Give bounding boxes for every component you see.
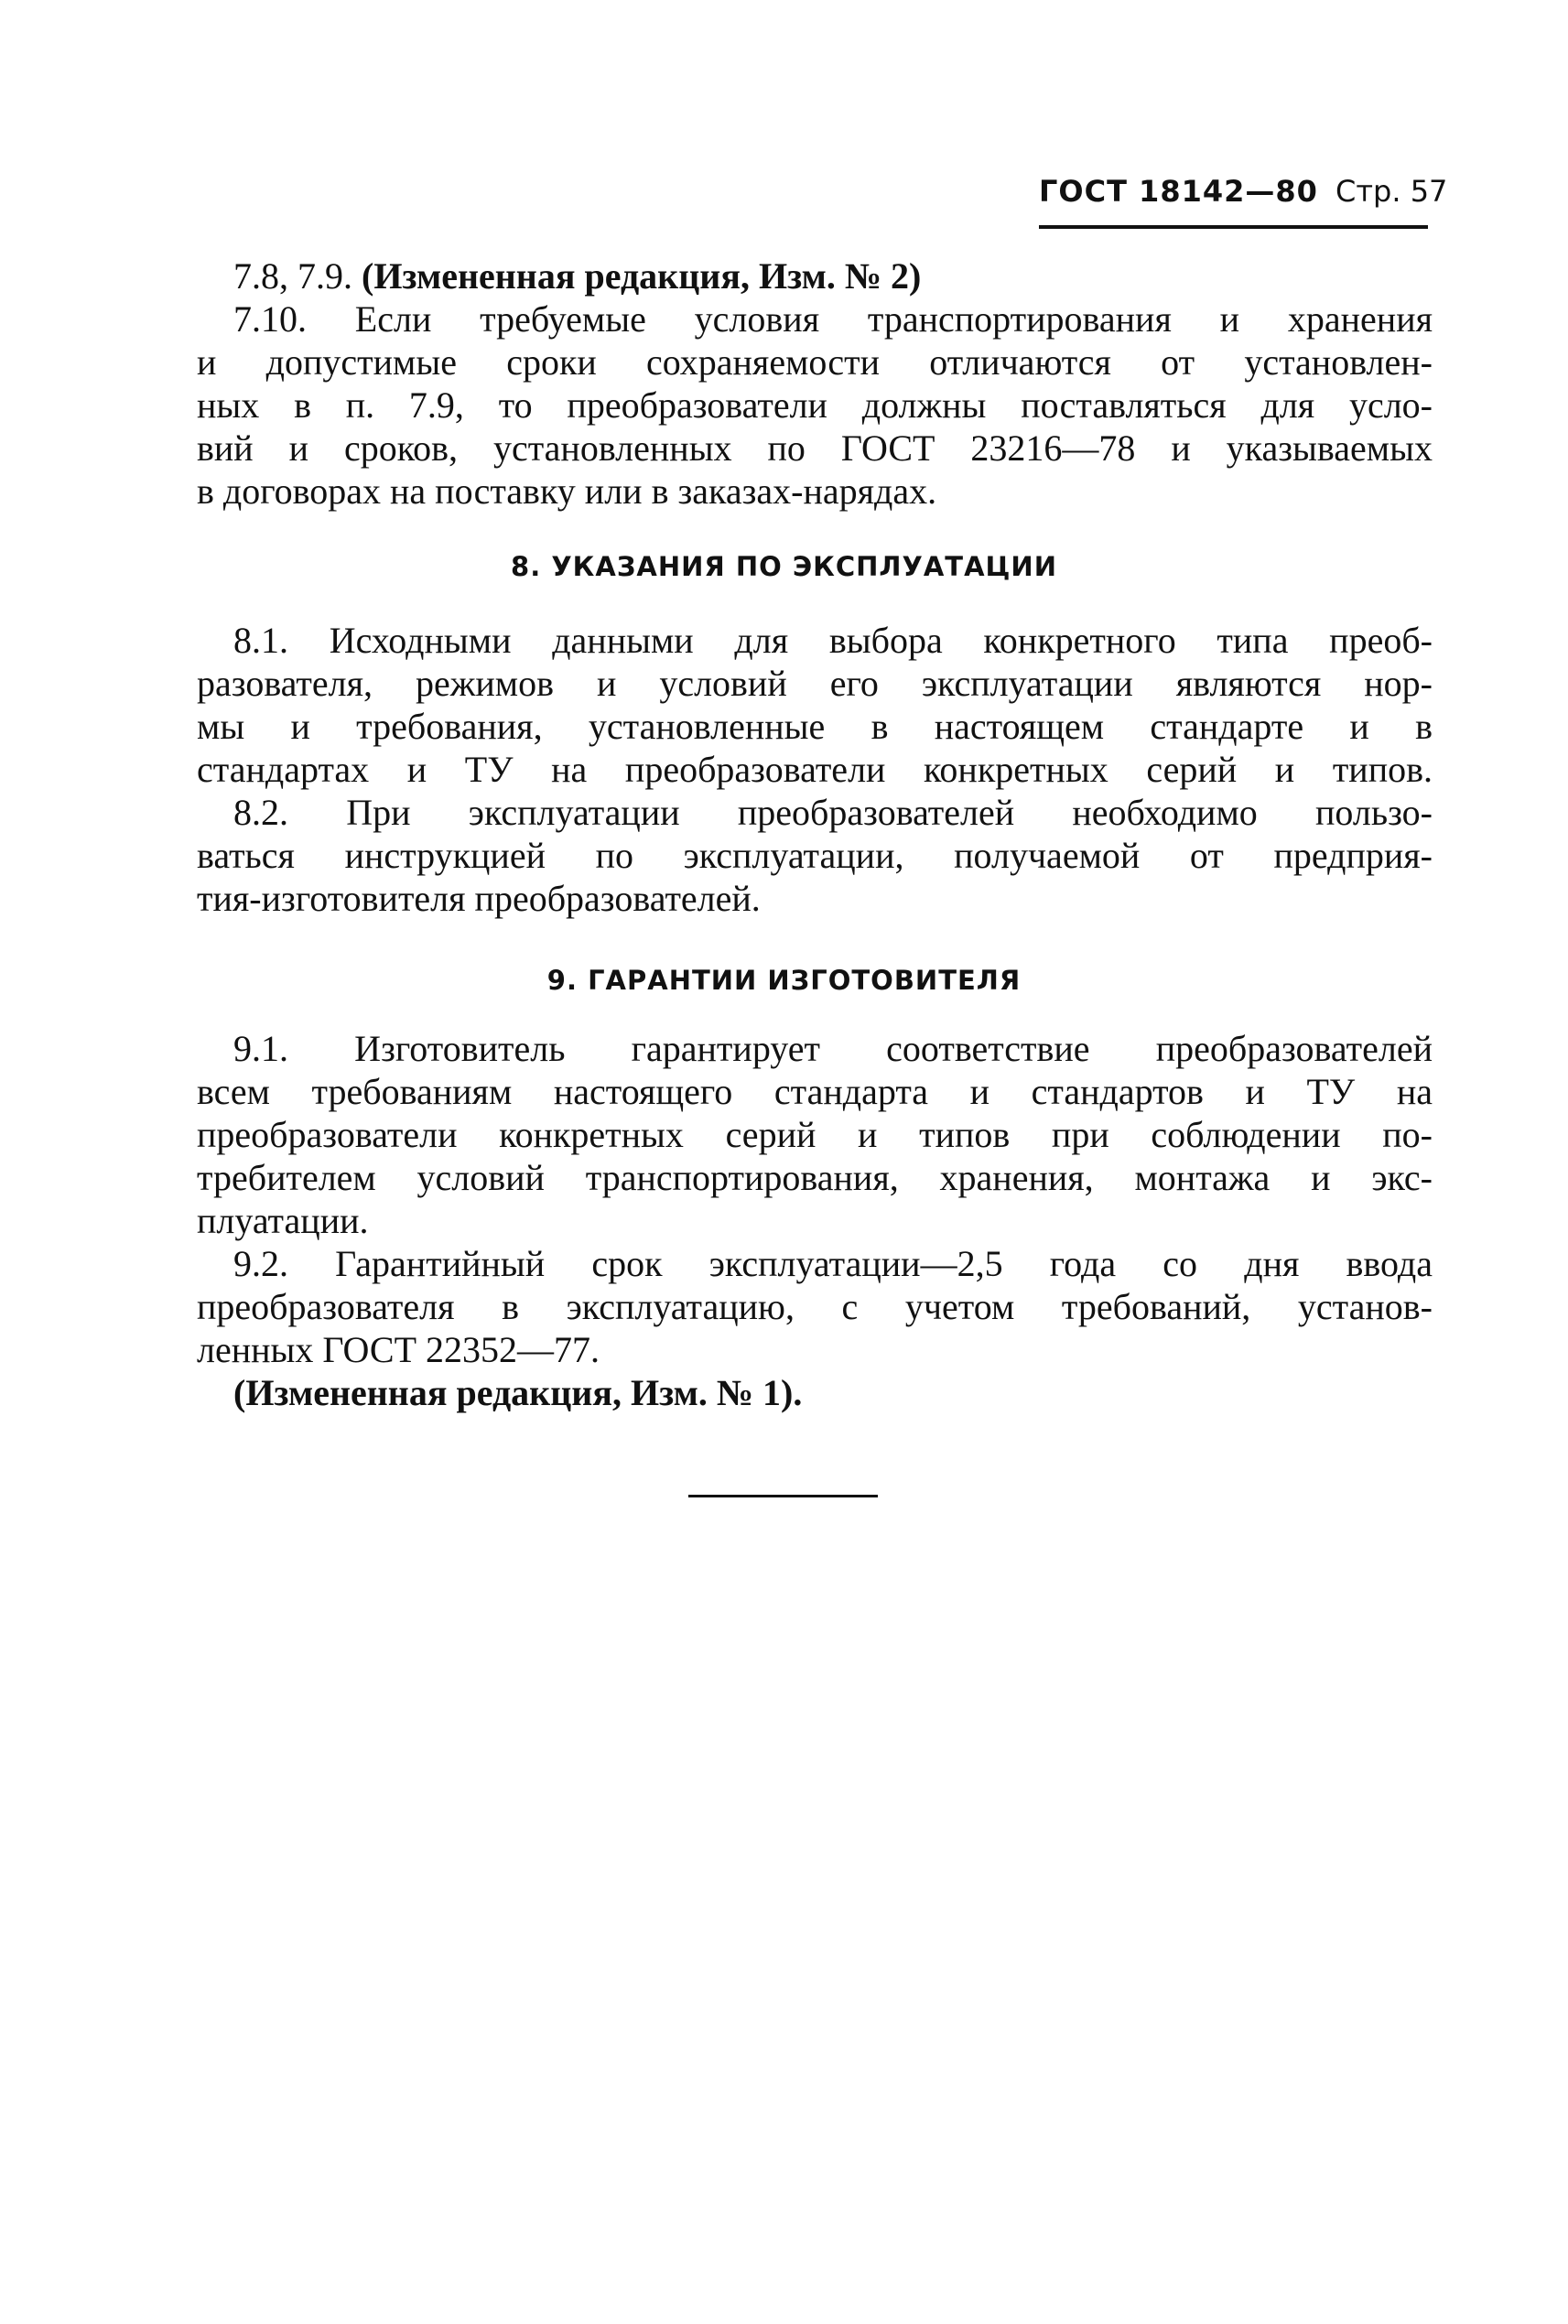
paragraph-line: 7.10. Если требуемые условия транспортирования и хранения (233, 298, 1433, 340)
paragraph-line: преобразователя в эксплуатацию, с учетом требований, установ- (197, 1286, 1433, 1327)
paragraph-line: плуатации. (197, 1200, 369, 1241)
paragraph-line: 8.2. При эксплуатации преобразователей необходимо пользо- (233, 792, 1433, 833)
paragraph-line: требителем условий транспортирования, хранения, монтажа и экс- (197, 1157, 1433, 1198)
paragraph-line: стандартах и ТУ на преобразователи конкретных серий и типов. (197, 749, 1433, 790)
paragraph-line: 8.1. Исходными данными для выбора конкретного типа преоб- (233, 620, 1433, 661)
section-8-title: 8. УКАЗАНИЯ ПО ЭКСПЛУАТАЦИИ (511, 551, 1057, 582)
paragraph-line: 9.2. Гарантийный срок эксплуатации—2,5 года со дня ввода (233, 1243, 1433, 1284)
page-header (1039, 174, 1448, 209)
paragraph-line: и допустимые сроки сохраняемости отличаются от установлен- (197, 341, 1433, 383)
paragraph-line: ваться инструкцией по эксплуатации, получаемой от предприя- (197, 835, 1433, 876)
section-9-title: 9. ГАРАНТИИ ИЗГОТОВИТЕЛЯ (546, 965, 1022, 996)
paragraph-line: тия-изготовителя преобразователей. (197, 878, 761, 919)
paragraph-line: вий и сроков, установленных по ГОСТ 23216—78 и указываемых (197, 427, 1433, 469)
header-rule (1039, 225, 1428, 229)
paragraph-amendment-7-9 (197, 254, 1433, 297)
amendment-note: (Измененная редакция, Изм. № 1). (233, 1372, 803, 1413)
paragraph-line: в договорах на поставку или в заказах-нарядах. (197, 470, 937, 512)
end-rule (688, 1495, 878, 1497)
amendment-line: 7.8, 7.9. (Измененная редакция, Изм. № 2) (233, 255, 922, 297)
paragraph-line: всем требованиям настоящего стандарта и стандартов и ТУ на (197, 1071, 1433, 1112)
page-number: Стр. 57 (1336, 174, 1448, 209)
paragraph-line: мы и требования, установленные в настоящем стандарте и в (197, 706, 1433, 747)
section-7-text (197, 254, 1433, 513)
standard-code: ГОСТ 18142—80 (1039, 174, 1318, 209)
paragraph-line: разователя, режимов и условий его эксплуатации являются нор- (197, 663, 1433, 704)
section-8-text (197, 619, 1433, 920)
paragraph-line: ных в п. 7.9, то преобразователи должны поставляться для усло- (197, 384, 1433, 426)
paragraph-line: преобразователи конкретных серий и типов при соблюдении по- (197, 1114, 1433, 1155)
paragraph-line: ленных ГОСТ 22352—77. (197, 1329, 600, 1370)
section-9-text (197, 1027, 1433, 1414)
paragraph-line: 9.1. Изготовитель гарантирует соответствие преобразователей (233, 1028, 1433, 1069)
